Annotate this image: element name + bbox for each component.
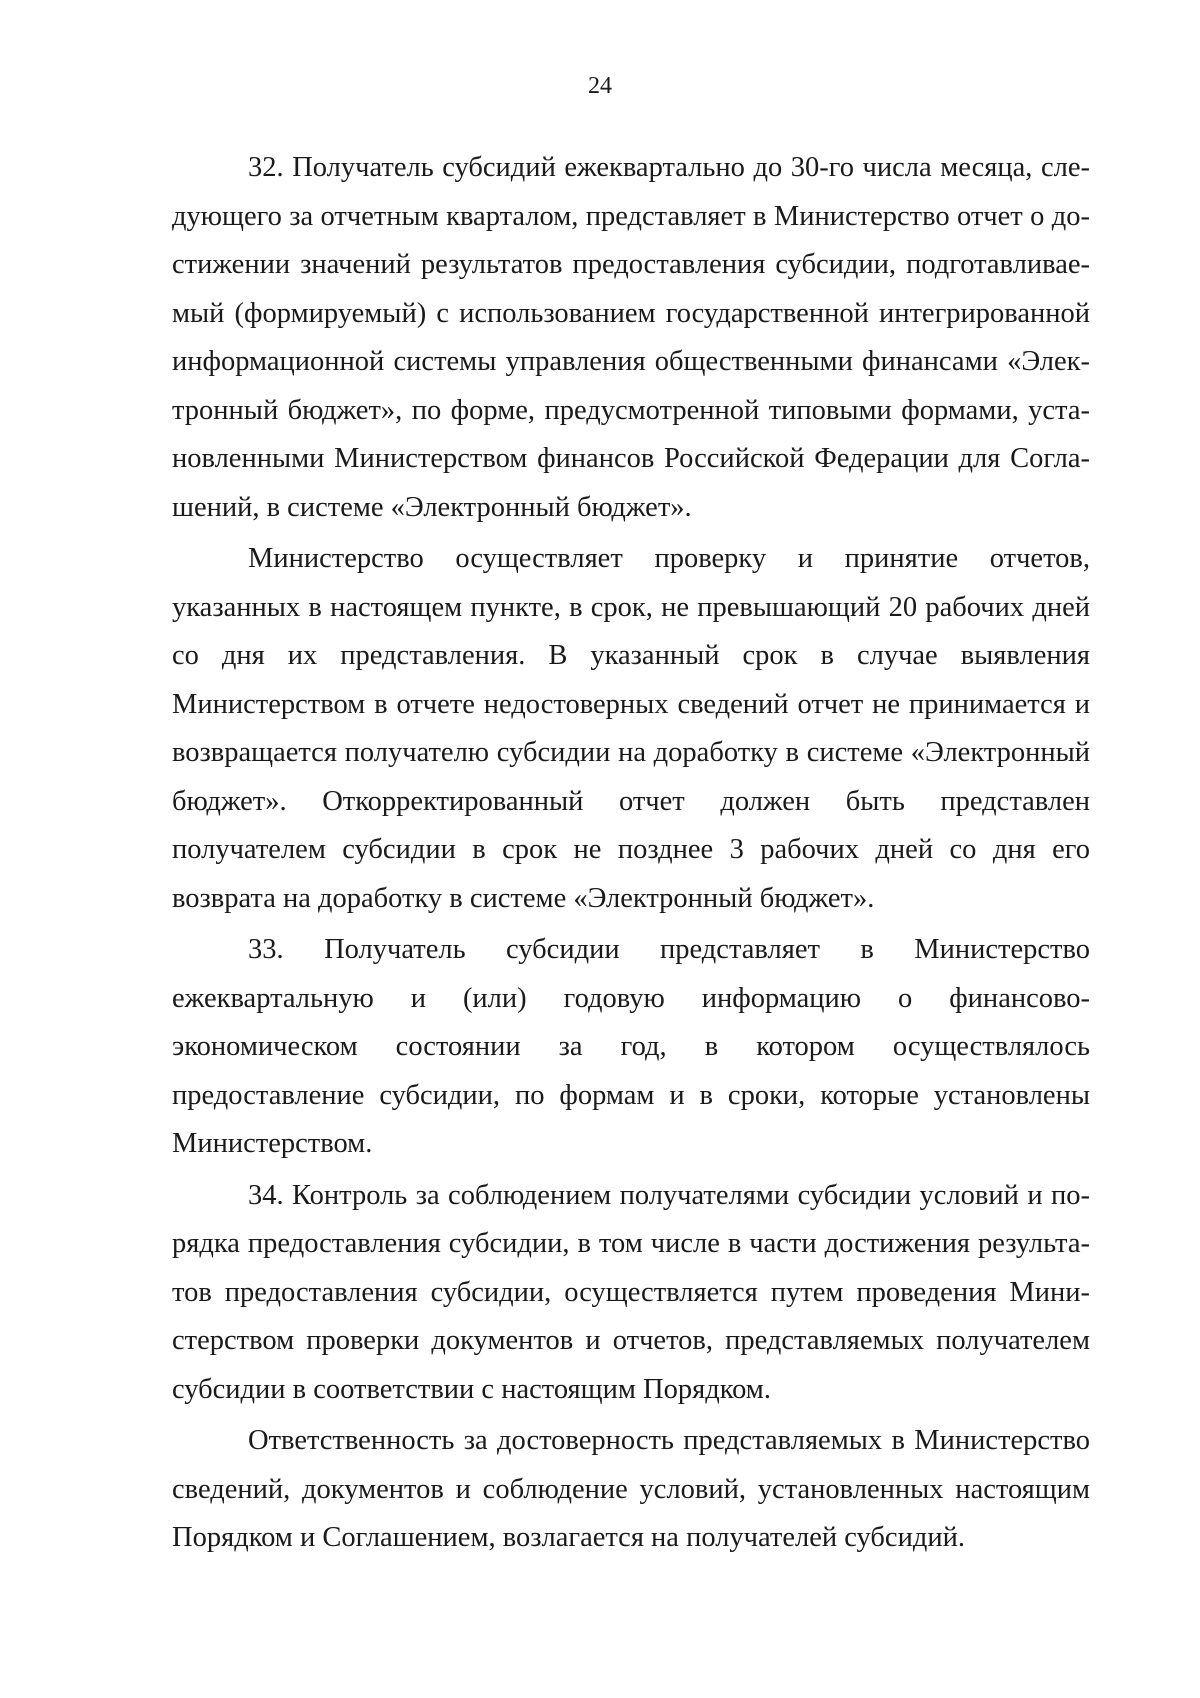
- paragraph-33-financial-info: 33. Получатель субсидии представляет в Министерство ежеквартальную и (или) годовую информацию о финансово-экономическом состоянии за год, в котором осуществлялось предоставление субсидии, по формам и в сроки, которые установлены Министерством.: [172, 934, 1090, 1159]
- document-body: [172, 144, 1090, 1563]
- paragraph-32-report-submission: 32. Получатель субсидий ежеквартально до 30-го числа месяца, следующего за отчетным кварталом, представляет в Министерство отчет о достижении значений результатов предоставления субсидии, подготавливаемый (формируемый) с использованием государственной интегрированной информационной системы управления общественными финансами «Электронный бюджет», по форме, предусмотренной типовыми формами, установленными Министерством финансов Российской Федерации для Соглашений, в системе «Электронный бюджет».: [172, 152, 1090, 523]
- paragraph-report-verification: Министерство осуществляет проверку и принятие отчетов, указанных в настоящем пункте, в срок, не превышающий 20 рабочих дней со дня их представления. В указанный срок в случае выявления Министерством в отчете недостоверных сведений отчет не принимается и возвращается получателю субсидии на доработку в системе «Электронный бюджет». Откорректированный отчет должен быть представлен получателем субсидии в срок не позднее 3 рабочих дней со дня его возврата на доработку в системе «Электронный бюджет».: [172, 543, 1090, 914]
- paragraph-34-control: 34. Контроль за соблюдением получателями субсидии условий и порядка предоставления субсидии, в том числе в части достижения результатов предоставления субсидии, осуществляется путем проведения Министерством проверки документов и отчетов, представляемых получателем субсидии в соответствии с настоящим Порядком.: [172, 1179, 1090, 1405]
- page-number: 24: [588, 73, 612, 99]
- paragraph-responsibility: Ответственность за достоверность представляемых в Министерство сведений, документов и соблюдение условий, установленных настоящим Порядком и Соглашением, возлагается на получателей субсидий.: [172, 1425, 1090, 1553]
